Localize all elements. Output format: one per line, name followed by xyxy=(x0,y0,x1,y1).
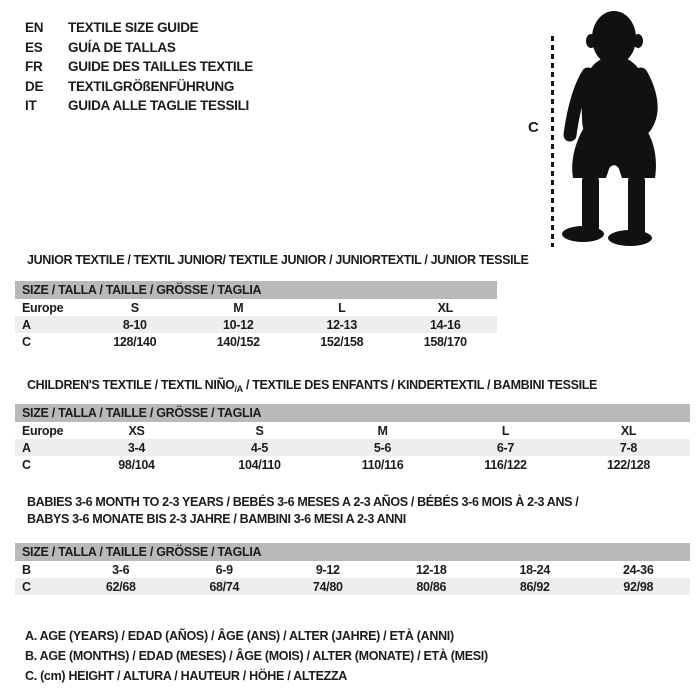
guide-title: GUIDE DES TAILLES TEXTILE xyxy=(68,59,254,74)
table-row xyxy=(15,299,497,316)
age-cell: 6-7 xyxy=(444,439,567,456)
row-label-cell: A xyxy=(15,439,75,456)
list-item xyxy=(25,77,253,97)
legend-line-c: C. (cm) HEIGHT / ALTURA / HAUTEUR / HÖHE / ALTEZZA xyxy=(25,669,348,683)
toddler-silhouette xyxy=(558,8,670,246)
junior-table-title: JUNIOR TEXTILE / TEXTIL JUNIOR/ TEXTILE JUNIOR / JUNIORTEXTIL / JUNIOR TESSILE xyxy=(27,253,529,267)
table-row xyxy=(15,316,497,333)
table-row xyxy=(15,439,690,456)
age-cell: 10-12 xyxy=(187,316,291,333)
row-label-cell: Europe xyxy=(22,300,64,315)
age-cell: 9-12 xyxy=(315,562,340,577)
table-header-row xyxy=(15,404,690,422)
age-cell: 8-10 xyxy=(83,316,187,333)
size-header: SIZE / TALLA / TAILLE / GRÖSSE / TAGLIA xyxy=(15,281,497,299)
list-item xyxy=(25,18,253,38)
age-cell: 5-6 xyxy=(321,439,444,456)
language-code: IT xyxy=(25,98,37,113)
table-row xyxy=(15,578,690,595)
size-cell: L xyxy=(501,423,510,438)
table-row xyxy=(15,422,690,439)
language-code: ES xyxy=(25,39,43,55)
size-cell: S xyxy=(255,423,264,438)
size-cell: XL xyxy=(620,423,637,438)
title-text: / TEXTILE DES ENFANTS / KINDERTEXTIL / BAMBINI TESSILE xyxy=(242,378,598,392)
language-title-list xyxy=(25,18,253,116)
babies-table-title xyxy=(27,494,578,528)
table-row xyxy=(15,456,690,473)
guide-title: GUÍA DE TALLAS xyxy=(68,39,176,55)
age-cell: 12-18 xyxy=(416,562,447,577)
size-cell: L xyxy=(338,300,346,315)
list-item xyxy=(25,57,253,77)
height-cell: 92/98 xyxy=(587,578,691,595)
title-line: BABIES 3-6 MONTH TO 2-3 YEARS / BEBÉS 3-6 MESES A 2-3 AÑOS / BÉBÉS 3-6 MOIS À 2-3 ANS / xyxy=(27,495,579,509)
age-cell: 24-36 xyxy=(623,562,654,577)
height-cell: 62/68 xyxy=(69,578,173,595)
height-cell: 122/128 xyxy=(606,457,651,472)
size-cell: XL xyxy=(437,300,453,315)
height-cell: 110/116 xyxy=(361,457,404,472)
height-cell: 116/122 xyxy=(484,457,527,472)
legend-line-a: A. AGE (YEARS) / EDAD (AÑOS) / ÂGE (ANS) / ALTER (JAHRE) / ETÀ (ANNI) xyxy=(25,629,454,643)
language-code: DE xyxy=(25,78,44,94)
age-cell: 4-5 xyxy=(198,439,321,456)
row-label-cell: C xyxy=(22,334,31,349)
height-measure-dotted-line xyxy=(551,36,554,247)
table-row xyxy=(15,333,497,350)
table-header-row xyxy=(15,543,690,561)
height-cell: 104/110 xyxy=(238,457,281,472)
height-cell: 68/74 xyxy=(173,578,277,595)
row-label-cell: C xyxy=(15,578,69,595)
height-cell: 128/140 xyxy=(113,334,157,349)
language-code: FR xyxy=(25,59,43,74)
size-header: SIZE / TALLA / TAILLE / GRÖSSE / TAGLIA xyxy=(15,543,690,561)
age-cell: 3-4 xyxy=(75,439,198,456)
height-cell: 74/80 xyxy=(276,578,380,595)
size-cell: M xyxy=(377,423,388,438)
height-measure-label: C xyxy=(528,119,539,136)
title-text: CHILDREN'S TEXTILE / TEXTIL NIÑO xyxy=(27,378,235,392)
age-cell: 3-6 xyxy=(112,562,130,577)
size-header: SIZE / TALLA / TAILLE / GRÖSSE / TAGLIA xyxy=(15,404,690,422)
babies-size-table xyxy=(15,543,690,595)
table-header-row xyxy=(15,281,497,299)
height-cell: 86/92 xyxy=(483,578,587,595)
age-cell: 14-16 xyxy=(394,316,498,333)
height-cell: 158/170 xyxy=(423,334,467,349)
guide-title: TEXTILE SIZE GUIDE xyxy=(68,20,199,35)
size-cell: M xyxy=(233,300,244,315)
list-item xyxy=(25,38,253,58)
title-line: BABYS 3-6 MONATE BIS 2-3 JAHRE / BAMBINI 3-6 MESI A 2-3 ANNI xyxy=(27,512,406,526)
age-cell: 6-9 xyxy=(215,562,233,577)
size-cell: XS xyxy=(128,423,145,438)
height-cell: 140/152 xyxy=(216,334,260,349)
age-cell: 18-24 xyxy=(519,562,550,577)
age-cell: 12-13 xyxy=(290,316,394,333)
row-label-cell: A xyxy=(15,316,83,333)
size-cell: S xyxy=(130,300,139,315)
legend-line-b: B. AGE (MONTHS) / EDAD (MESES) / ÂGE (MOIS) / ALTER (MONATE) / ETÀ (MESI) xyxy=(25,649,488,663)
age-cell: 7-8 xyxy=(567,439,690,456)
list-item xyxy=(25,96,253,116)
row-label-cell: Europe xyxy=(22,423,64,438)
guide-title: GUIDA ALLE TAGLIE TESSILI xyxy=(68,98,249,113)
children-table-title xyxy=(27,378,597,394)
height-cell: 152/158 xyxy=(320,334,364,349)
height-cell: 80/86 xyxy=(380,578,484,595)
junior-size-table xyxy=(15,281,497,350)
language-code: EN xyxy=(25,20,44,35)
height-cell: 98/104 xyxy=(118,457,155,472)
row-label-cell: C xyxy=(22,457,31,472)
guide-title: TEXTILGRÖßENFÜHRUNG xyxy=(68,78,235,94)
abbreviation-legend xyxy=(25,626,488,686)
children-size-table xyxy=(15,404,690,473)
title-subscript: /A xyxy=(234,384,243,394)
row-label-cell: B xyxy=(22,562,31,577)
table-row xyxy=(15,561,690,578)
